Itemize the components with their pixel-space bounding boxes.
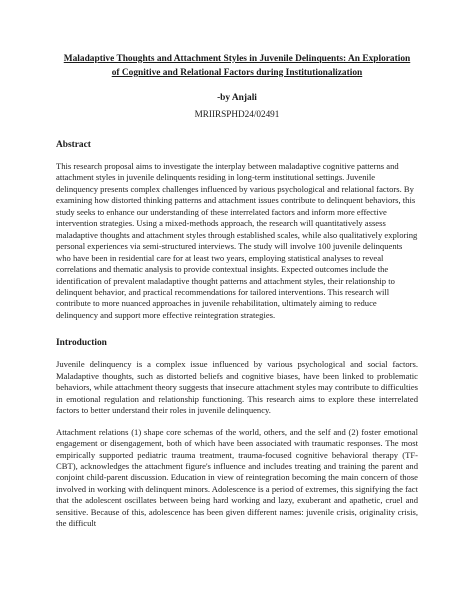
- author-line: -by Anjali: [217, 93, 257, 103]
- introduction-paragraph-1: Juvenile delinquency is a complex issue influenced by various psychological and social factors. Maladaptive thoughts, such as distorted beliefs and cognitive biases, have been linked to problematic behaviors, while attachment theory suggests that insecure attachment styles may contribute to difficulties in emotional regulation and relationship functioning. This research aims to explore these interrelated factors to better understand their roles in juvenile delinquency.: [56, 359, 418, 416]
- introduction-heading: Introduction: [56, 338, 107, 349]
- abstract-paragraph: This research proposal aims to investigate the interplay between maladaptive cognitive patterns and attachment styles in juvenile delinquents residing in long-term institutional settings. Juvenile delinquency presents complex challenges influenced by various psychological and relational factors. By examining how distorted thinking patterns and attachment issues contribute to delinquent behaviors, this study seeks to enhance our understanding of these interrelated factors and inform more effective intervention strategies. Using a mixed-methods approach, the research will quantitatively assess maladaptive thoughts and attachment styles through established scales, while also qualitatively exploring personal experiences via semi-structured interviews. The study will involve 100 juvenile delinquents who have been in residential care for at least two years, employing statistical analyses to reveal correlations and thematic analysis to provide contextual insights. Expected outcomes include the identification of prevalent maladaptive thought patterns and attachment styles, their relationship to delinquent behavior, and practical recommendations for tailored interventions. This research will contribute to more nuanced approaches in juvenile rehabilitation, ultimately aiming to reduce delinquency and support more effective reintegration strategies.: [56, 161, 418, 320]
- registration-number: MRIIRSPHD24/02491: [194, 109, 280, 119]
- document-title: Maladaptive Thoughts and Attachment Styles in Juvenile Delinquents: An Exploration of Cognitive and Relational Factors during Institutionalization: [63, 54, 411, 78]
- abstract-heading: Abstract: [56, 140, 91, 150]
- introduction-paragraph-2: Attachment relations (1) shape core schemas of the world, others, and the self and (2) foster emotional engagement or disengagement, both of which have been associated with traumatic responses. The most empirically supported pediatric trauma treatment, trauma-focused cognitive behavioral therapy (TF-CBT), acknowledges the attachment figure's influence and includes treating and training the parent and conjoint child-parent discussion. Education in view of reintegration becoming the main concern of those involved in working with delinquent minors. Adolescence is a period of extremes, this signifying the fact that the adolescent oscillates between being hard working and lazy, exuberant and apathetic, cruel and sensitive. Because of this, adolescence has been given different names: juvenile crisis, originality crisis, the difficult: [56, 426, 418, 529]
